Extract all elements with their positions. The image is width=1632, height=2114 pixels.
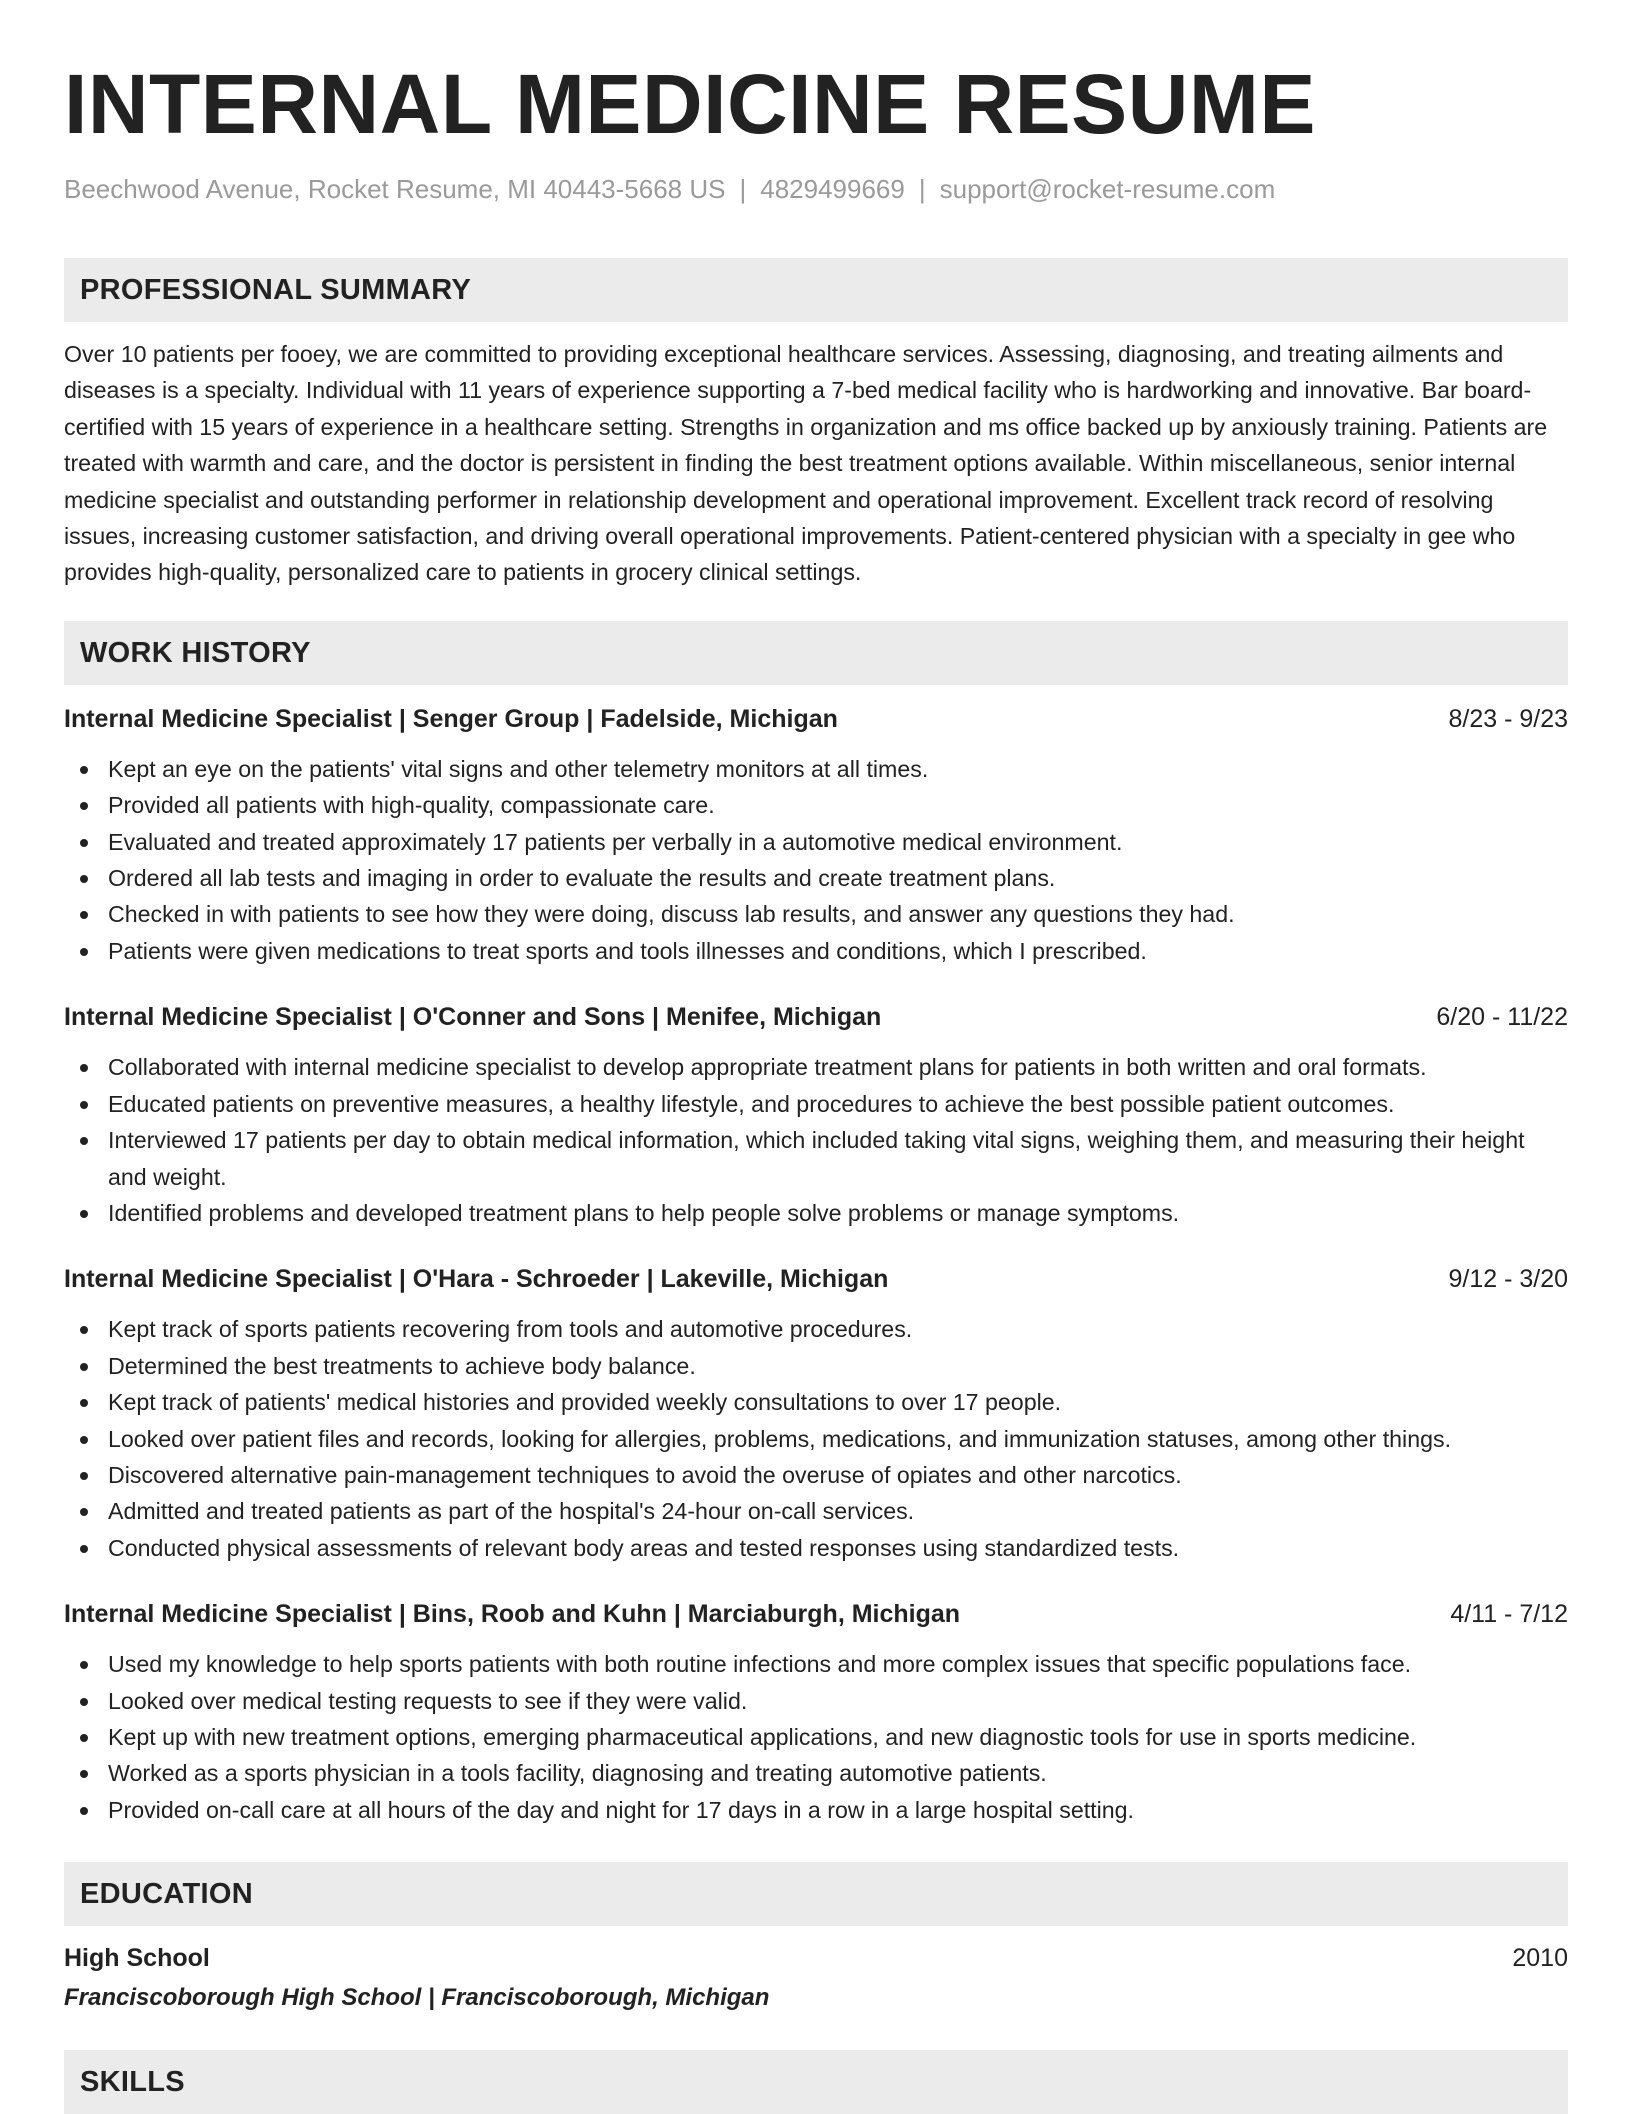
education-degree: High School — [64, 1944, 210, 1973]
work-history-section — [64, 621, 1568, 1828]
bullet-item: Looked over medical testing requests to see if they were valid. — [64, 1683, 1568, 1719]
contact-email: support@rocket-resume.com — [939, 174, 1276, 204]
bullet-item: Interviewed 17 patients per day to obtain medical information, which included taking vital signs, weighing them, and measuring their height and weight. — [64, 1122, 1568, 1195]
bullet-item: Kept up with new treatment options, emerging pharmaceutical applications, and new diagnostic tools for use in sports medicine. — [64, 1719, 1568, 1755]
job-dates: 4/11 - 7/12 — [1450, 1600, 1568, 1629]
job-title: Internal Medicine Specialist | Senger Group | Fadelside, Michigan — [64, 704, 838, 733]
bullet-item: Kept an eye on the patients' vital signs and other telemetry monitors at all times. — [64, 751, 1568, 787]
job-entry — [64, 999, 1568, 1231]
bullet-item: Discovered alternative pain-management techniques to avoid the overuse of opiates and other narcotics. — [64, 1457, 1568, 1493]
job-bullets — [64, 1646, 1568, 1828]
bullet-item: Kept track of patients' medical histories and provided weekly consultations to over 17 people. — [64, 1384, 1568, 1420]
section-heading-education: EDUCATION — [64, 1862, 1568, 1926]
job-dates: 8/23 - 9/23 — [1448, 704, 1568, 733]
job-entry — [64, 701, 1568, 969]
resume-title: INTERNAL MEDICINE RESUME — [64, 57, 1316, 151]
job-title: Internal Medicine Specialist | O'Conner and Sons | Menifee, Michigan — [64, 1003, 882, 1032]
job-bullets — [64, 751, 1568, 969]
contact-separator: | — [918, 174, 926, 204]
job-bullets — [64, 1049, 1568, 1231]
professional-summary-section — [64, 258, 1568, 591]
contact-line — [64, 172, 1568, 206]
bullet-item: Worked as a sports physician in a tools facility, diagnosing and treating automotive patients. — [64, 1755, 1568, 1791]
job-entry — [64, 1261, 1568, 1566]
bullet-item: Educated patients on preventive measures, a healthy lifestyle, and procedures to achieve the best possible patient outcomes. — [64, 1086, 1568, 1122]
job-title: Internal Medicine Specialist | Bins, Roob and Kuhn | Marciaburgh, Michigan — [64, 1600, 961, 1629]
bullet-item: Conducted physical assessments of relevant body areas and tested responses using standardized tests. — [64, 1530, 1568, 1566]
job-bullets — [64, 1311, 1568, 1566]
skills-section — [64, 2050, 1568, 2114]
bullet-item: Determined the best treatments to achieve body balance. — [64, 1348, 1568, 1384]
section-heading-skills: SKILLS — [64, 2050, 1568, 2114]
bullet-item: Kept track of sports patients recovering from tools and automotive procedures. — [64, 1311, 1568, 1347]
bullet-item: Ordered all lab tests and imaging in order to evaluate the results and create treatment plans. — [64, 860, 1568, 896]
bullet-item: Looked over patient files and records, looking for allergies, problems, medications, and immunization statuses, among other things. — [64, 1421, 1568, 1457]
job-title: Internal Medicine Specialist | O'Hara - Schroeder | Lakeville, Michigan — [64, 1265, 889, 1294]
bullet-item: Provided all patients with high-quality, compassionate care. — [64, 787, 1568, 823]
education-school: Franciscoborough High School | Franciscoborough, Michigan — [64, 1984, 770, 2012]
education-section — [64, 1862, 1568, 2016]
bullet-item: Identified problems and developed treatment plans to help people solve problems or manage symptoms. — [64, 1195, 1568, 1231]
job-dates: 6/20 - 11/22 — [1436, 1003, 1568, 1032]
summary-text: Over 10 patients per fooey, we are committed to providing exceptional healthcare services. Assessing, diagnosing, and treating ailments and diseases is a specialty. Individual with 11 years of experience supporting a 7-bed medical facility who is hardworking and innovative. Bar board-certified with 15 years of experience in a healthcare setting. Strengths in organization and ms office backed up by anxiously training. Patients are treated with warmth and care, and the doctor is persistent in finding the best treatment options available. Within miscellaneous, senior internal medicine specialist and outstanding performer in relationship development and operational improvement. Excellent track record of resolving issues, increasing customer satisfaction, and driving overall operational improvements. Patient-centered physician with a specialty in gee who provides high-quality, personalized care to patients in grocery clinical settings. — [64, 341, 1548, 586]
education-year: 2010 — [1512, 1944, 1568, 1973]
section-heading-work: WORK HISTORY — [64, 621, 1568, 685]
bullet-item: Evaluated and treated approximately 17 patients per verbally in a automotive medical environment. — [64, 824, 1568, 860]
bullet-item: Patients were given medications to treat sports and tools illnesses and conditions, which I prescribed. — [64, 933, 1568, 969]
contact-separator: | — [739, 174, 747, 204]
bullet-item: Collaborated with internal medicine specialist to develop appropriate treatment plans for patients in both written and oral formats. — [64, 1049, 1568, 1085]
contact-address: Beechwood Avenue, Rocket Resume, MI 40443-5668 US — [64, 174, 726, 204]
bullet-item: Used my knowledge to help sports patients with both routine infections and more complex issues that specific populations face. — [64, 1646, 1568, 1682]
bullet-item: Admitted and treated patients as part of the hospital's 24-hour on-call services. — [64, 1493, 1568, 1529]
job-dates: 9/12 - 3/20 — [1448, 1265, 1568, 1294]
section-heading-summary: PROFESSIONAL SUMMARY — [64, 258, 1568, 322]
job-entry — [64, 1596, 1568, 1828]
bullet-item: Checked in with patients to see how they were doing, discuss lab results, and answer any questions they had. — [64, 896, 1568, 932]
contact-phone: 4829499669 — [760, 174, 905, 204]
bullet-item: Provided on-call care at all hours of the day and night for 17 days in a row in a large hospital setting. — [64, 1792, 1568, 1828]
